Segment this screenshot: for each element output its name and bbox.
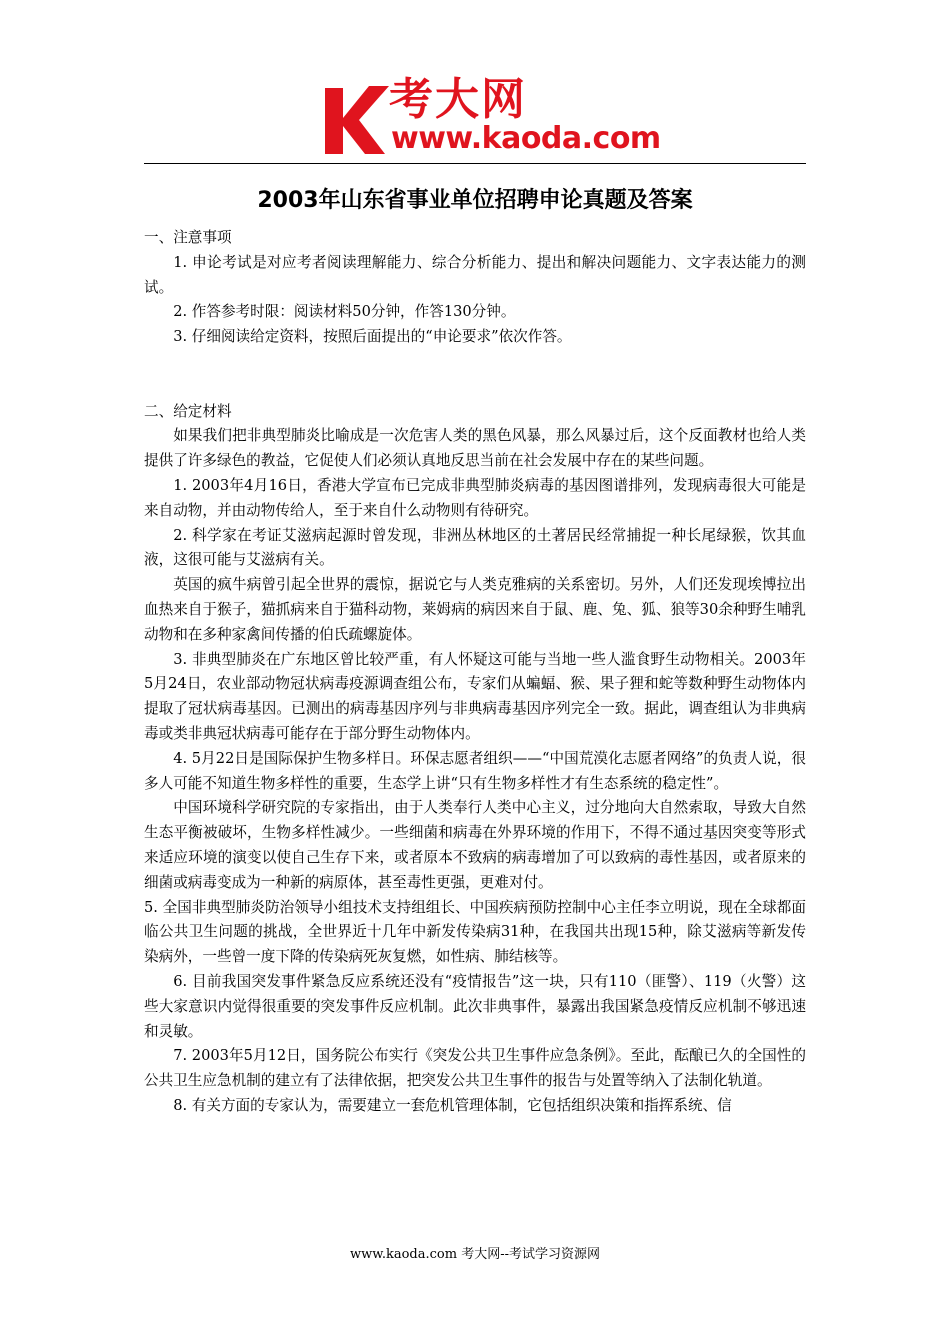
paragraph: 如果我们把非典型肺炎比喻成是一次危害人类的黑色风暴，那么风暴过后，这个反面教材也给人类提供了许多绿色的教益，它促使人们必须认真地反思当前在社会发展中存在的某些问题。 xyxy=(144,427,806,470)
paragraph: 5. 全国非典型肺炎防治领导小组技术支持组组长、中国疾病预防控制中心主任李立明说，现在全球都面临公共卫生问题的挑战，全世界近十几年中新发传染病31种，在我国共出现15种，除艾滋病等新发传染病外，一些曾一度下降的传染病死灰复燃，如性病、肺结核等。 xyxy=(144,898,806,966)
paragraph: 4. 5月22日是国际保护生物多样日。环保志愿者组织——“中国荒漠化志愿者网络”的负责人说，很多人可能不知道生物多样性的重要，生态学上讲“只有生物多样性才有生态系统的稳定性”。 xyxy=(144,749,806,792)
paragraph: 8. 有关方面的专家认为，需要建立一套危机管理体制，它包括组织决策和指挥系统、信 xyxy=(173,1096,732,1114)
paragraph: 中国环境科学研究院的专家指出，由于人类奉行人类中心主义，过分地向大自然索取，导致大自然生态平衡被破坏，生物多样性减少。一些细菌和病毒在外界环境的作用下，不得不通过基因突变等形式来适应环境的演变以使自己生存下来，或者原本不致病的病毒增加了可以致病的毒性基因，或者原来的细菌或病毒变成为一种新的病原体，甚至毒性更强，更难对付。 xyxy=(144,799,806,891)
page-footer: www.kaoda.com 考大网--考试学习资源网 xyxy=(350,1247,600,1262)
paragraph: 1. 申论考试是对应考者阅读理解能力、综合分析能力、提出和解决问题能力、文字表达能力的测试。 xyxy=(144,253,806,296)
paragraph: 英国的疯牛病曾引起全世界的震惊，据说它与人类克雅病的关系密切。另外，人们还发现埃博拉出血热来自于猴子，猫抓病来自于猫科动物，莱姆病的病因来自于鼠、鹿、兔、狐、狼等30余种野生哺乳动物和在多种家禽间传播的伯氏疏螺旋体。 xyxy=(144,576,806,643)
kaoda-logo[interactable] xyxy=(319,74,661,156)
document-title: 2003年山东省事业单位招聘申论真题及答案 xyxy=(257,188,693,213)
paragraph: 2. 科学家在考证艾滋病起源时曾发现，非洲丛林地区的土著居民经常捕捉一种长尾绿猴，饮其血液，这很可能与艾滋病有关。 xyxy=(144,526,806,569)
paragraph: 1. 2003年4月16日，香港大学宣布已完成非典型肺炎病毒的基因图谱排列，发现病毒很大可能是来自动物，并由动物传给人，至于来自什么动物则有待研究。 xyxy=(144,476,806,519)
document-body xyxy=(144,226,806,1119)
k-logo-icon xyxy=(319,78,393,156)
paragraph: 一、注意事项 xyxy=(144,229,232,246)
paragraph-spacer xyxy=(144,350,806,400)
paragraph: 6. 目前我国突发事件紧急反应系统还没有“疫情报告”这一块，只有110（匪警）、119（火警）这些大家意识内觉得很重要的突发事件反应机制。此次非典事件，暴露出我国紧急疫情反应机制不够迅速和灵敏。 xyxy=(144,972,806,1040)
header-rule xyxy=(144,163,806,164)
paragraph: 3. 仔细阅读给定资料，按照后面提出的“申论要求”依次作答。 xyxy=(173,328,572,346)
paragraph: 二、给定材料 xyxy=(144,402,232,420)
logo-brand-url: www.kaoda.com xyxy=(391,121,661,156)
paragraph: 7. 2003年5月12日，国务院公布实行《突发公共卫生事件应急条例》。至此，酝酿已久的全国性的公共卫生应急机制的建立有了法律依据，把突发公共卫生事件的报告与处置等纳入了法制化轨道。 xyxy=(144,1047,806,1090)
paragraph: 2. 作答参考时限：阅读材料50分钟，作答130分钟。 xyxy=(173,303,516,321)
paragraph: 3. 非典型肺炎在广东地区曾比较严重，有人怀疑这可能与当地一些人滥食野生动物相关。2003年5月24日，农业部动物冠状病毒疫源调查组公布，专家们从蝙蝠、猴、果子狸和蛇等数种野生动物体内提取了冠状病毒基因。已测出的病毒基因序列与非典病毒基因序列完全一致。据此，调查组认为非典病毒或类非典冠状病毒可能存在于部分野生动物体内。 xyxy=(144,650,806,742)
logo-brand-cn: 考大网 xyxy=(389,74,527,125)
